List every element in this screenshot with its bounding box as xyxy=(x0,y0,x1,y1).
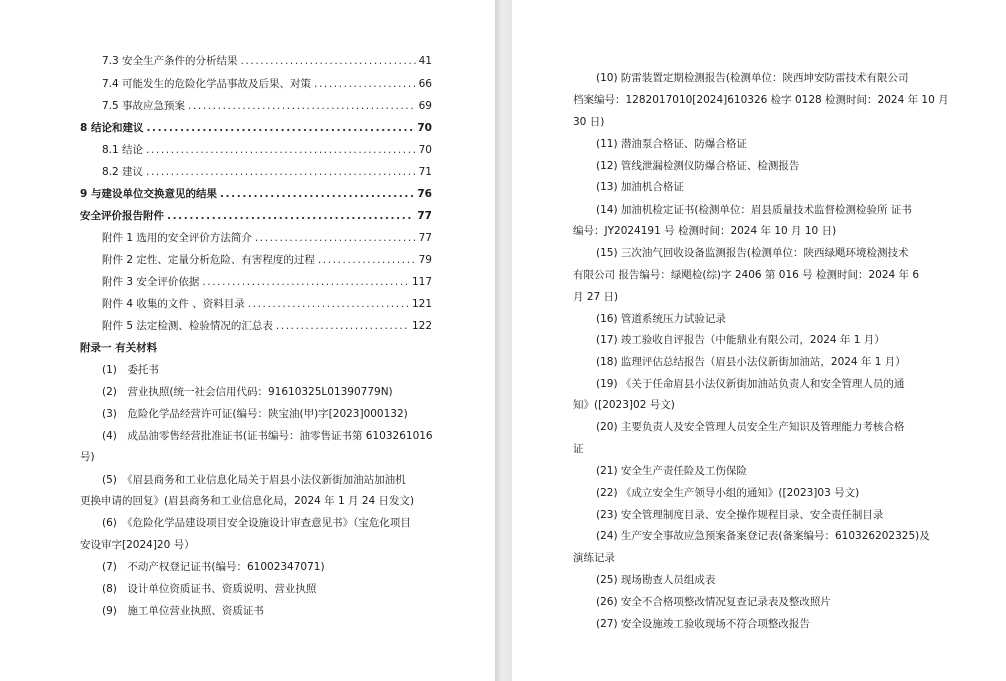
toc-entry-page: 117 xyxy=(411,276,432,288)
toc-entry-page: 69 xyxy=(418,100,432,112)
material-item-14-line2: 编号：JY2024191 号 检测时间：2024 年 10 月 10 日) xyxy=(573,225,837,237)
toc-entry-text: 附件 2 定性、定量分析危险、有害程度的过程 xyxy=(102,254,315,266)
toc-entry-8-2[interactable] xyxy=(102,165,432,179)
toc-entry-text: 附件 3 安全评价依据 xyxy=(102,276,200,288)
material-item-22: (22) 《成立安全生产领导小组的通知》([2023]03 号文) xyxy=(596,487,860,499)
toc-entry-page: 77 xyxy=(417,210,432,222)
appendix-heading: 附录一 有关材料 xyxy=(80,342,158,354)
material-item-10-line2: 档案编号：1282017010[2024]610326 检字 0128 检测时间：2024 年 10 月 xyxy=(573,94,949,106)
toc-entry-page: 122 xyxy=(411,320,432,332)
toc-entry-attachment-2[interactable] xyxy=(102,253,432,267)
material-item-11: (11) 潜油泵合格证、防爆合格证 xyxy=(596,138,747,150)
material-item-20-line2: 证 xyxy=(573,443,584,455)
toc-entry-text: 7.3 安全生产条件的分析结果 xyxy=(102,55,238,67)
toc-entry-page: 41 xyxy=(418,55,432,67)
material-item-3: (3) 危险化学品经营许可证(编号：陕宝油(甲)字[2023]000132) xyxy=(102,408,408,420)
material-item-20-line1: (20) 主要负责人及安全管理人员安全生产知识及管理能力考核合格 xyxy=(596,421,905,433)
material-item-21: (21) 安全生产责任险及工伤保险 xyxy=(596,465,747,477)
material-item-24-line1: (24) 生产安全事故应急预案备案登记表(备案编号：610326202325)及 xyxy=(596,530,930,542)
material-item-19-line2: 知》([2023]02 号文) xyxy=(573,399,675,411)
toc-entry-9[interactable] xyxy=(80,187,432,201)
toc-entry-text: 8.1 结论 xyxy=(102,144,144,156)
toc-entry-7-5[interactable] xyxy=(102,99,432,113)
material-item-23: (23) 安全管理制度目录、安全操作规程目录、安全责任制目录 xyxy=(596,509,884,521)
material-item-13: (13) 加油机合格证 xyxy=(596,181,684,193)
toc-entry-text: 8 结论和建议 xyxy=(80,122,144,134)
material-item-9: (9) 施工单位营业执照、资质证书 xyxy=(102,605,264,617)
material-item-10-line3: 30 日) xyxy=(573,116,605,128)
material-item-15-line3: 月 27 日) xyxy=(573,291,619,303)
material-item-10-line1: (10) 防雷装置定期检测报告(检测单位：陕西坤安防雷技术有限公司 xyxy=(596,72,909,84)
toc-entry-text: 附件 5 法定检测、检验情况的汇总表 xyxy=(102,320,273,332)
material-item-1: (1) 委托书 xyxy=(102,364,159,376)
toc-entry-text: 8.2 建议 xyxy=(102,166,144,178)
toc-entry-attachments[interactable] xyxy=(80,209,432,223)
toc-entry-page: 76 xyxy=(417,188,432,200)
toc-entry-page: 66 xyxy=(418,78,432,90)
toc-entry-page: 77 xyxy=(418,232,432,244)
material-item-7: (7) 不动产权登记证书(编号：61002347071) xyxy=(102,561,325,573)
material-item-4-line1: (4) 成品油零售经营批准证书(证书编号：油零售证书第 6103261016 xyxy=(102,430,433,442)
page-gutter xyxy=(495,0,512,681)
material-item-19-line1: (19) 《关于任命眉县小法仪新街加油站负责人和安全管理人员的通 xyxy=(596,378,905,390)
material-item-27: (27) 安全设施竣工验收现场不符合项整改报告 xyxy=(596,618,810,630)
toc-entry-7-4[interactable] xyxy=(102,77,432,91)
material-item-6-line1: (6) 《危险化学品建设项目安全设施设计审查意见书》（宝危化项目 xyxy=(102,517,411,529)
toc-entry-attachment-3[interactable] xyxy=(102,275,432,289)
toc-entry-text: 9 与建设单位交换意见的结果 xyxy=(80,188,217,200)
toc-entry-attachment-1[interactable] xyxy=(102,231,432,245)
toc-entry-page: 79 xyxy=(418,254,432,266)
material-item-15-line2: 有限公司 报告编号：绿飓检(综)字 2406 第 016 号 检测时间：2024 年 6 xyxy=(573,269,920,281)
toc-entry-8-1[interactable] xyxy=(102,143,432,157)
toc-entry-page: 70 xyxy=(418,144,432,156)
toc-entry-attachment-5[interactable] xyxy=(102,319,432,333)
toc-entry-text: 附件 1 选用的安全评价方法简介 xyxy=(102,232,252,244)
toc-entry-page: 70 xyxy=(417,122,432,134)
material-item-5-line1: (5) 《眉县商务和工业信息化局关于眉县小法仪新街加油站加油机 xyxy=(102,474,406,486)
material-item-26: (26) 安全不合格项整改情况复查记录表及整改照片 xyxy=(596,596,831,608)
toc-entry-text: 7.5 事故应急预案 xyxy=(102,100,186,112)
toc-entry-text: 7.4 可能发生的危险化学品事故及后果、对策 xyxy=(102,78,312,90)
toc-entry-text: 附件 4 收集的文件 、资料目录 xyxy=(102,298,245,310)
material-item-12: (12) 管线泄漏检测仪防爆合格证、检测报告 xyxy=(596,160,800,172)
material-item-14-line1: (14) 加油机检定证书(检测单位：眉县质量技术监督检测检验所 证书 xyxy=(596,204,912,216)
material-item-5-line2: 更换申请的回复》(眉县商务和工业信息化局，2024 年 1 月 24 日发文) xyxy=(80,495,415,507)
toc-entry-attachment-4[interactable] xyxy=(102,297,432,311)
material-item-18: (18) 监理评估总结报告（眉县小法仪新街加油站，2024 年 1 月） xyxy=(596,356,906,368)
toc-entry-page: 121 xyxy=(411,298,432,310)
material-item-4-line2: 号) xyxy=(80,451,95,463)
toc-entry-8[interactable] xyxy=(80,121,432,135)
toc-entry-text: 安全评价报告附件 xyxy=(80,210,164,222)
material-item-15-line1: (15) 三次油气回收设备监测报告(检测单位：陕西绿飓环境检测技术 xyxy=(596,247,909,259)
material-item-24-line2: 演练记录 xyxy=(573,552,615,564)
material-item-2: (2) 营业执照(统一社会信用代码：91610325L01390779N) xyxy=(102,386,393,398)
toc-entry-7-3[interactable] xyxy=(102,54,432,68)
material-item-6-line2: 安设审字[2024]20 号） xyxy=(80,539,195,551)
material-item-16: (16) 管道系统压力试验记录 xyxy=(596,313,726,325)
material-item-17: (17) 竣工验收自评报告（中能鼎业有限公司，2024 年 1 月） xyxy=(596,334,885,346)
material-item-25: (25) 现场勘查人员组成表 xyxy=(596,574,716,586)
material-item-8: (8) 设计单位资质证书、资质说明、营业执照 xyxy=(102,583,317,595)
toc-entry-page: 71 xyxy=(418,166,432,178)
